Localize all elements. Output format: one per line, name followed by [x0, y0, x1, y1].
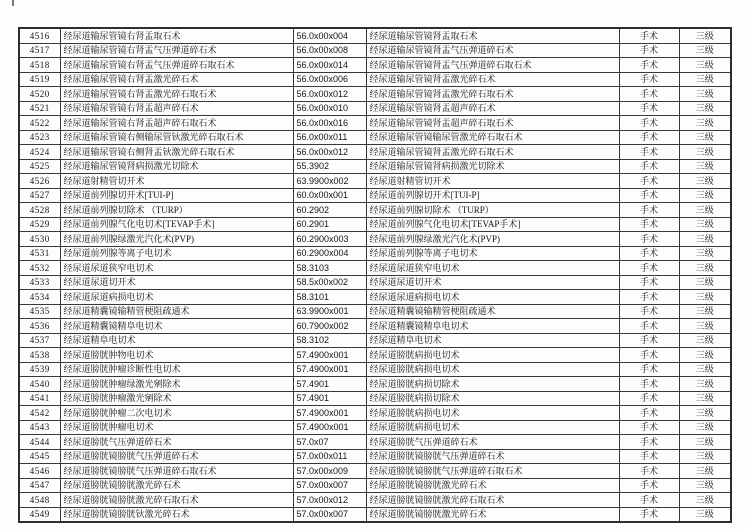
table-row — [19, 464, 731, 479]
procedure-code-cell: 56.0x00x008 — [293, 43, 366, 58]
row-number-cell: 4545 — [19, 449, 60, 464]
standard-name-cell: 经尿道前列腺气化电切术[TEVAP手术] — [366, 217, 619, 232]
procedure-code-cell: 57.0x07 — [293, 435, 366, 450]
row-number-cell: 4517 — [19, 43, 60, 58]
category-cell: 手术 — [619, 87, 679, 102]
standard-name-cell: 经尿道膀胱病损电切术 — [366, 348, 619, 363]
row-number-cell: 4520 — [19, 87, 60, 102]
procedure-name-cell: 经尿道膀胱肿瘤绿激光剜除术 — [60, 377, 293, 392]
level-cell: 三级 — [679, 174, 731, 189]
category-cell: 手术 — [619, 232, 679, 247]
row-number-cell: 4537 — [19, 333, 60, 348]
row-number-cell: 4549 — [19, 507, 60, 522]
row-number-cell: 4523 — [19, 130, 60, 145]
row-number-cell: 4538 — [19, 348, 60, 363]
procedure-code-cell: 57.0x00x012 — [293, 493, 366, 508]
procedure-code-cell: 56.0x00x004 — [293, 28, 366, 43]
category-cell: 手术 — [619, 275, 679, 290]
standard-name-cell: 经尿道膀胱镜膀胱激光碎石取石术 — [366, 493, 619, 508]
procedure-code-cell: 57.0x00x007 — [293, 478, 366, 493]
table-row — [19, 130, 731, 145]
row-number-cell: 4536 — [19, 319, 60, 334]
category-cell: 手术 — [619, 478, 679, 493]
standard-name-cell: 经尿道膀胱病损电切术 — [366, 362, 619, 377]
level-cell: 三级 — [679, 449, 731, 464]
table-row — [19, 348, 731, 363]
category-cell: 手术 — [619, 101, 679, 116]
standard-name-cell: 经尿道输尿管镜肾盂激光碎石术 — [366, 72, 619, 87]
category-cell: 手术 — [619, 203, 679, 218]
category-cell: 手术 — [619, 188, 679, 203]
table-row — [19, 28, 731, 43]
level-cell: 三级 — [679, 28, 731, 43]
standard-name-cell: 经尿道膀胱病损切除术 — [366, 377, 619, 392]
procedure-code-cell: 63.9900x001 — [293, 304, 366, 319]
level-cell: 三级 — [679, 290, 731, 305]
table-row — [19, 435, 731, 450]
standard-name-cell: 经尿道精囊镜输精管梗阻疏通术 — [366, 304, 619, 319]
category-cell: 手术 — [619, 391, 679, 406]
procedure-name-cell: 经尿道输尿管镜肾病损激光切除术 — [60, 159, 293, 174]
level-cell: 三级 — [679, 348, 731, 363]
level-cell: 三级 — [679, 362, 731, 377]
row-number-cell: 4546 — [19, 464, 60, 479]
table-row — [19, 362, 731, 377]
procedure-table-body — [19, 28, 731, 522]
standard-name-cell: 经尿道输尿管镜肾盂激光碎石取石术 — [366, 87, 619, 102]
procedure-name-cell: 经尿道膀胱镜膀胱激光碎石术 — [60, 478, 293, 493]
row-number-cell: 4524 — [19, 145, 60, 160]
procedure-name-cell: 经尿道前列腺切开术[TUI-P] — [60, 188, 293, 203]
category-cell: 手术 — [619, 43, 679, 58]
level-cell: 三级 — [679, 72, 731, 87]
procedure-name-cell: 经尿道输尿管镜右肾盂激光碎石取石术 — [60, 87, 293, 102]
table-row — [19, 406, 731, 421]
table-row — [19, 203, 731, 218]
standard-name-cell: 经尿道膀胱病损电切术 — [366, 420, 619, 435]
table-row — [19, 72, 731, 87]
table-row — [19, 174, 731, 189]
procedure-code-cell: 63.9900x002 — [293, 174, 366, 189]
category-cell: 手术 — [619, 420, 679, 435]
standard-name-cell: 经尿道输尿管镜输尿管激光碎石取石术 — [366, 130, 619, 145]
standard-name-cell: 经尿道输尿管镜肾盂气压弹道碎石术 — [366, 43, 619, 58]
row-number-cell: 4529 — [19, 217, 60, 232]
level-cell: 三级 — [679, 275, 731, 290]
category-cell: 手术 — [619, 116, 679, 131]
row-number-cell: 4528 — [19, 203, 60, 218]
procedure-code-cell: 57.4901 — [293, 391, 366, 406]
procedure-name-cell: 经尿道膀胱肿物电切术 — [60, 348, 293, 363]
table-row — [19, 420, 731, 435]
row-number-cell: 4541 — [19, 391, 60, 406]
table-row — [19, 319, 731, 334]
procedure-code-cell: 60.2902 — [293, 203, 366, 218]
row-number-cell: 4530 — [19, 232, 60, 247]
category-cell: 手术 — [619, 493, 679, 508]
level-cell: 三级 — [679, 319, 731, 334]
standard-name-cell: 经尿道输尿管镜肾盂气压弹道碎石取石术 — [366, 58, 619, 73]
procedure-code-cell: 60.0x00x001 — [293, 188, 366, 203]
level-cell: 三级 — [679, 478, 731, 493]
level-cell: 三级 — [679, 507, 731, 522]
procedure-name-cell: 经尿道前列腺切除术 （TURP） — [60, 203, 293, 218]
standard-name-cell: 经尿道前列腺绿激光汽化术(PVP) — [366, 232, 619, 247]
standard-name-cell: 经尿道膀胱镜膀胱气压弹道碎石取石术 — [366, 464, 619, 479]
category-cell: 手术 — [619, 159, 679, 174]
level-cell: 三级 — [679, 246, 731, 261]
row-number-cell: 4531 — [19, 246, 60, 261]
table-row — [19, 333, 731, 348]
procedure-code-cell: 60.2901 — [293, 217, 366, 232]
category-cell: 手术 — [619, 348, 679, 363]
row-number-cell: 4542 — [19, 406, 60, 421]
procedure-name-cell: 经尿道输尿管镜右肾盂气压弹道碎石取石术 — [60, 58, 293, 73]
procedure-name-cell: 经尿道尿道狭窄电切术 — [60, 261, 293, 276]
level-cell: 三级 — [679, 217, 731, 232]
table-row — [19, 159, 731, 174]
row-number-cell: 4521 — [19, 101, 60, 116]
category-cell: 手术 — [619, 145, 679, 160]
procedure-code-cell: 58.5x00x002 — [293, 275, 366, 290]
row-number-cell: 4547 — [19, 478, 60, 493]
standard-name-cell: 经尿道输尿管镜肾盂取石术 — [366, 28, 619, 43]
procedure-name-cell: 经尿道输尿管镜右侧肾盂钬激光碎石取石术 — [60, 145, 293, 160]
level-cell: 三级 — [679, 464, 731, 479]
level-cell: 三级 — [679, 232, 731, 247]
procedure-name-cell: 经尿道尿道病损电切术 — [60, 290, 293, 305]
procedure-name-cell: 经尿道前列腺绿激光汽化术(PVP) — [60, 232, 293, 247]
table-row — [19, 217, 731, 232]
standard-name-cell: 经尿道精阜电切术 — [366, 333, 619, 348]
procedure-name-cell: 经尿道前列腺等离子电切术 — [60, 246, 293, 261]
category-cell: 手术 — [619, 58, 679, 73]
procedure-code-cell: 60.2900x004 — [293, 246, 366, 261]
table-row — [19, 145, 731, 160]
procedure-code-cell: 56.0x00x012 — [293, 145, 366, 160]
level-cell: 三级 — [679, 333, 731, 348]
standard-name-cell: 经尿道膀胱镜膀胱气压弹道碎石术 — [366, 449, 619, 464]
level-cell: 三级 — [679, 145, 731, 160]
procedure-code-cell: 57.4900x001 — [293, 420, 366, 435]
table-row — [19, 290, 731, 305]
category-cell: 手术 — [619, 304, 679, 319]
procedure-name-cell: 经尿道输尿管镜右肾盂超声碎石取石术 — [60, 116, 293, 131]
procedure-name-cell: 经尿道膀胱镜膀胱激光碎石取石术 — [60, 493, 293, 508]
procedure-name-cell: 经尿道膀胱镜膀胱气压弹道碎石取石术 — [60, 464, 293, 479]
procedure-code-cell: 58.3101 — [293, 290, 366, 305]
level-cell: 三级 — [679, 203, 731, 218]
row-number-cell: 4522 — [19, 116, 60, 131]
category-cell: 手术 — [619, 406, 679, 421]
table-row — [19, 87, 731, 102]
row-number-cell: 4519 — [19, 72, 60, 87]
standard-name-cell: 经尿道前列腺等离子电切术 — [366, 246, 619, 261]
standard-name-cell: 经尿道输尿管镜肾盂超声碎石取石术 — [366, 116, 619, 131]
row-number-cell: 4527 — [19, 188, 60, 203]
category-cell: 手术 — [619, 261, 679, 276]
level-cell: 三级 — [679, 391, 731, 406]
procedure-name-cell: 经尿道前列腺气化电切术[TEVAP手术] — [60, 217, 293, 232]
level-cell: 三级 — [679, 435, 731, 450]
procedure-code-cell: 56.0x00x012 — [293, 87, 366, 102]
procedure-name-cell: 经尿道精囊镜输精管梗阻疏通术 — [60, 304, 293, 319]
category-cell: 手术 — [619, 319, 679, 334]
procedure-name-cell: 经尿道精阜电切术 — [60, 333, 293, 348]
procedure-code-cell: 56.0x00x014 — [293, 58, 366, 73]
row-number-cell: 4540 — [19, 377, 60, 392]
row-number-cell: 4516 — [19, 28, 60, 43]
category-cell: 手术 — [619, 435, 679, 450]
table-row — [19, 43, 731, 58]
level-cell: 三级 — [679, 261, 731, 276]
standard-name-cell: 经尿道膀胱气压弹道碎石术 — [366, 435, 619, 450]
category-cell: 手术 — [619, 362, 679, 377]
row-number-cell: 4548 — [19, 493, 60, 508]
standard-name-cell: 经尿道输尿管镜肾盂超声碎石术 — [366, 101, 619, 116]
standard-name-cell: 经尿道膀胱镜膀胱激光碎石术 — [366, 507, 619, 522]
procedure-code-cell: 60.7900x002 — [293, 319, 366, 334]
procedure-code-cell: 56.0x00x016 — [293, 116, 366, 131]
standard-name-cell: 经尿道膀胱镜膀胱激光碎石术 — [366, 478, 619, 493]
row-number-cell: 4543 — [19, 420, 60, 435]
procedure-name-cell: 经尿道输尿管镜右肾盂取石术 — [60, 28, 293, 43]
procedure-table — [18, 27, 732, 523]
category-cell: 手术 — [619, 290, 679, 305]
procedure-name-cell: 经尿道膀胱肿瘤二次电切术 — [60, 406, 293, 421]
table-row — [19, 58, 731, 73]
procedure-name-cell: 经尿道尿道切开术 — [60, 275, 293, 290]
category-cell: 手术 — [619, 333, 679, 348]
procedure-code-cell: 57.0x00x009 — [293, 464, 366, 479]
level-cell: 三级 — [679, 58, 731, 73]
row-number-cell: 4532 — [19, 261, 60, 276]
standard-name-cell: 经尿道输尿管镜肾病损激光切除术 — [366, 159, 619, 174]
procedure-code-cell: 57.4900x001 — [293, 362, 366, 377]
procedure-name-cell: 经尿道膀胱镜膀胱气压弹道碎石术 — [60, 449, 293, 464]
procedure-code-cell: 55.3902 — [293, 159, 366, 174]
level-cell: 三级 — [679, 159, 731, 174]
level-cell: 三级 — [679, 406, 731, 421]
standard-name-cell: 经尿道精囊镜精阜电切术 — [366, 319, 619, 334]
table-row — [19, 304, 731, 319]
table-row — [19, 232, 731, 247]
procedure-code-cell: 56.0x00x006 — [293, 72, 366, 87]
level-cell: 三级 — [679, 43, 731, 58]
category-cell: 手术 — [619, 28, 679, 43]
level-cell: 三级 — [679, 493, 731, 508]
category-cell: 手术 — [619, 377, 679, 392]
procedure-code-cell: 57.4901 — [293, 377, 366, 392]
standard-name-cell: 经尿道膀胱病损切除术 — [366, 391, 619, 406]
procedure-name-cell: 经尿道膀胱镜膀胱钬激光碎石术 — [60, 507, 293, 522]
table-row — [19, 478, 731, 493]
row-number-cell: 4525 — [19, 159, 60, 174]
level-cell: 三级 — [679, 188, 731, 203]
category-cell: 手术 — [619, 449, 679, 464]
table-row — [19, 101, 731, 116]
procedure-code-cell: 56.0x00x011 — [293, 130, 366, 145]
procedure-code-cell: 58.3102 — [293, 333, 366, 348]
standard-name-cell: 经尿道射精管切开术 — [366, 174, 619, 189]
procedure-name-cell: 经尿道输尿管镜右肾盂超声碎石术 — [60, 101, 293, 116]
category-cell: 手术 — [619, 174, 679, 189]
standard-name-cell: 经尿道输尿管镜肾盂激光碎石取石术 — [366, 145, 619, 160]
procedure-code-cell: 57.0x00x007 — [293, 507, 366, 522]
row-number-cell: 4544 — [19, 435, 60, 450]
category-cell: 手术 — [619, 507, 679, 522]
category-cell: 手术 — [619, 130, 679, 145]
level-cell: 三级 — [679, 101, 731, 116]
table-row — [19, 449, 731, 464]
level-cell: 三级 — [679, 130, 731, 145]
scan-artifact-mark — [12, 0, 14, 6]
procedure-name-cell: 经尿道膀胱肿瘤电切术 — [60, 420, 293, 435]
level-cell: 三级 — [679, 116, 731, 131]
procedure-code-cell: 58.3103 — [293, 261, 366, 276]
standard-name-cell: 经尿道膀胱病损电切术 — [366, 406, 619, 421]
table-row — [19, 246, 731, 261]
category-cell: 手术 — [619, 464, 679, 479]
standard-name-cell: 经尿道尿道病损电切术 — [366, 290, 619, 305]
procedure-name-cell: 经尿道精囊镜精阜电切术 — [60, 319, 293, 334]
level-cell: 三级 — [679, 87, 731, 102]
row-number-cell: 4518 — [19, 58, 60, 73]
level-cell: 三级 — [679, 304, 731, 319]
row-number-cell: 4535 — [19, 304, 60, 319]
procedure-name-cell: 经尿道输尿管镜右侧输尿管钬激光碎石取石术 — [60, 130, 293, 145]
level-cell: 三级 — [679, 420, 731, 435]
category-cell: 手术 — [619, 72, 679, 87]
standard-name-cell: 经尿道尿道狭窄电切术 — [366, 261, 619, 276]
level-cell: 三级 — [679, 377, 731, 392]
standard-name-cell: 经尿道前列腺切除术 （TURP） — [366, 203, 619, 218]
standard-name-cell: 经尿道尿道切开术 — [366, 275, 619, 290]
standard-name-cell: 经尿道前列腺切开术[TUI-P] — [366, 188, 619, 203]
row-number-cell: 4534 — [19, 290, 60, 305]
procedure-code-cell: 57.0x00x011 — [293, 449, 366, 464]
table-row — [19, 188, 731, 203]
procedure-code-cell: 57.4900x001 — [293, 348, 366, 363]
category-cell: 手术 — [619, 217, 679, 232]
procedure-name-cell: 经尿道膀胱肿瘤激光剜除术 — [60, 391, 293, 406]
table-row — [19, 507, 731, 522]
row-number-cell: 4526 — [19, 174, 60, 189]
table-row — [19, 261, 731, 276]
table-row — [19, 391, 731, 406]
category-cell: 手术 — [619, 246, 679, 261]
row-number-cell: 4533 — [19, 275, 60, 290]
procedure-name-cell: 经尿道输尿管镜右肾盂激光碎石术 — [60, 72, 293, 87]
procedure-name-cell: 经尿道膀胱肿瘤诊断性电切术 — [60, 362, 293, 377]
procedure-code-cell: 56.0x00x010 — [293, 101, 366, 116]
table-row — [19, 493, 731, 508]
procedure-name-cell: 经尿道输尿管镜右肾盂气压弹道碎石术 — [60, 43, 293, 58]
row-number-cell: 4539 — [19, 362, 60, 377]
procedure-name-cell: 经尿道射精管切开术 — [60, 174, 293, 189]
table-row — [19, 377, 731, 392]
table-row — [19, 116, 731, 131]
procedure-code-cell: 57.4900x001 — [293, 406, 366, 421]
procedure-code-cell: 60.2900x003 — [293, 232, 366, 247]
table-row — [19, 275, 731, 290]
procedure-name-cell: 经尿道膀胱气压弹道碎石术 — [60, 435, 293, 450]
